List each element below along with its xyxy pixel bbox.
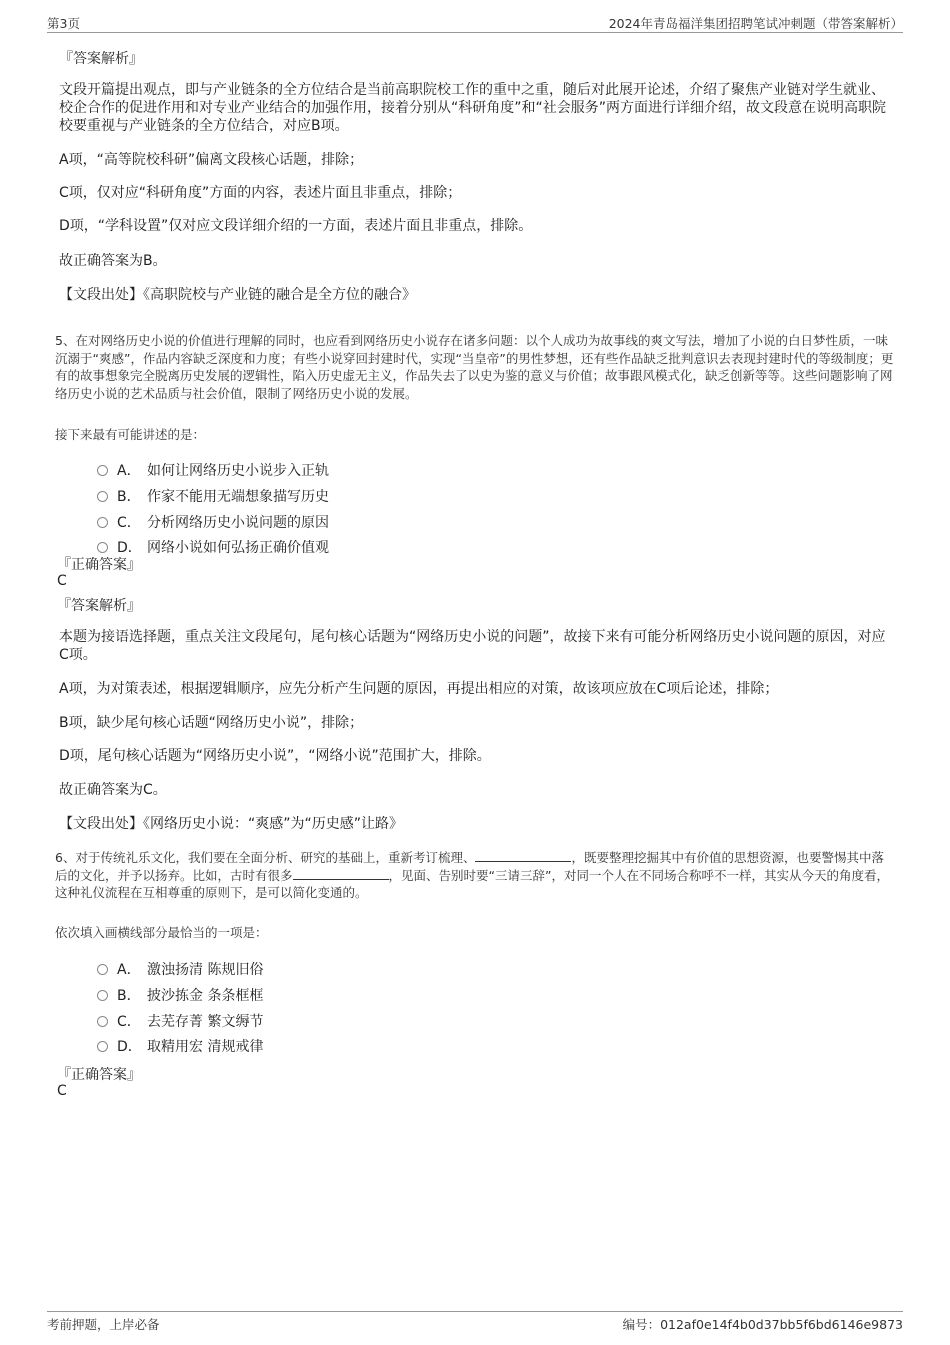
q6-answer-label: 『正确答案』: [57, 1067, 141, 1083]
radio-icon[interactable]: [97, 542, 108, 553]
q5-analysis-conclusion: 故正确答案为C。: [59, 782, 167, 798]
radio-icon[interactable]: [97, 517, 108, 528]
q5-question-text: 5、在对网络历史小说的价值进行理解的同时，也应看到网络历史小说存在诸多问题：以个人成功为故事线的爽文写法，增加了小说的白日梦性质，一味沉溺于“爽感”，作品内容缺乏深度和力度；有些小说穿回封建时代，实现“当皇帝”的男性梦想，还有些作品缺乏批判意识去表现封建时代的等级制度；更有的故事想象完全脱离历史发展的逻辑性，陷入历史虚无主义，作品失去了以史为鉴的意义与价值；故事跟风模式化，缺乏创新等等。这些问题影响了网络历史小说的艺术品质与社会价值，限制了网络历史小说的发展。: [55, 333, 894, 401]
q6-question-text: [55, 849, 895, 902]
q5-source: 【文段出处】《网络历史小说：“爽感”为“历史感”让路》: [59, 816, 404, 832]
q6-blank-1: [475, 849, 571, 862]
q5-answer-label: 『正确答案』: [57, 557, 141, 573]
q5-prompt: 接下来最有可能讲述的是：: [55, 427, 206, 442]
q5-option-c[interactable]: [97, 512, 329, 530]
page-header: [47, 14, 903, 33]
q4-analysis-paragraph-4: D项，“学科设置”仅对应文段详细介绍的一方面，表述片面且非重点，排除。: [59, 218, 533, 234]
q5-option-c-text: 分析网络历史小说问题的原因: [147, 515, 329, 531]
q6-question-part-3: ，见面、告别时要“三请三辞”，对同一个人在不同场合称呼不一样，其实从今天的角度看，这种礼仪流程在互相尊重的原则下，是可以简化变通的。: [55, 867, 889, 900]
q6-option-d[interactable]: [97, 1036, 263, 1054]
q4-analysis-conclusion: 故正确答案为B。: [59, 253, 167, 269]
radio-icon[interactable]: [97, 1016, 108, 1027]
document-title: 2024年青岛福洋集团招聘笔试冲刺题（带答案解析）: [608, 16, 903, 31]
q5-option-b[interactable]: [97, 486, 329, 504]
q6-question-part-1: 6、对于传统礼乐文化，我们要在全面分析、研究的基础上，重新考订梳理、: [55, 850, 476, 865]
q5-analysis-label: 『答案解析』: [57, 598, 141, 614]
q5-option-d[interactable]: [97, 537, 329, 555]
q6-option-c[interactable]: [97, 1011, 263, 1029]
q5-option-b-key: B．: [117, 489, 141, 505]
q4-source: 【文段出处】《高职院校与产业链的融合是全方位的融合》: [59, 287, 416, 303]
q4-analysis-paragraph-3: C项，仅对应“科研角度”方面的内容，表述片面且非重点，排除；: [59, 185, 462, 201]
q4-analysis-label: 『答案解析』: [59, 51, 143, 67]
footer-slogan: 考前押题，上岸必备: [47, 1317, 160, 1332]
radio-icon[interactable]: [97, 1041, 108, 1052]
radio-icon[interactable]: [97, 964, 108, 975]
q5-option-a-key: A．: [117, 463, 141, 479]
q5-option-d-key: D．: [117, 540, 142, 556]
q5-option-c-key: C．: [117, 515, 141, 531]
page-footer: [47, 1311, 903, 1332]
q6-prompt: 依次填入画横线部分最恰当的一项是：: [55, 925, 268, 940]
q5-option-a-text: 如何让网络历史小说步入正轨: [147, 463, 329, 479]
q6-option-a-text: 激浊扬清 陈规旧俗: [147, 962, 264, 978]
q6-question-part-2: ，既要整理挖掘其中有价值的思想资源，也要警惕其中落后的文化，并予以扬弃。比如，古时有很多: [55, 850, 884, 883]
q5-analysis-paragraph-4: D项，尾句核心话题为“网络历史小说”，“网络小说”范围扩大，排除。: [59, 748, 491, 764]
q5-option-d-text: 网络小说如何弘扬正确价值观: [147, 540, 329, 556]
q5-analysis-paragraph-2: A项，为对策表述，根据逻辑顺序，应先分析产生问题的原因，再提出相应的对策，故该项应放在C项后论述，排除；: [59, 681, 779, 697]
q5-option-b-text: 作家不能用无端想象描写历史: [147, 489, 329, 505]
q6-option-d-key: D．: [117, 1039, 142, 1055]
q6-option-b-text: 披沙拣金 条条框框: [147, 988, 264, 1004]
q6-option-b[interactable]: [97, 985, 263, 1003]
radio-icon[interactable]: [97, 491, 108, 502]
q6-option-a-key: A．: [117, 962, 141, 978]
q6-option-b-key: B．: [117, 988, 141, 1004]
q6-answer: C: [57, 1083, 67, 1099]
q4-analysis-paragraph-1: 文段开篇提出观点，即与产业链条的全方位结合是当前高职院校工作的重中之重，随后对此展开论述，介绍了聚焦产业链对学生就业、校企合作的促进作用和对专业产业结合的加强作用，接着分别从“科研角度”和“社会服务”两方面进行详细介绍，故文段意在说明高职院校要重视与产业链条的全方位结合，对应B项。: [59, 82, 887, 134]
q4-analysis-paragraph-2: A项，“高等院校科研”偏离文段核心话题，排除；: [59, 152, 364, 168]
q6-blank-2: [293, 867, 389, 880]
radio-icon[interactable]: [97, 465, 108, 476]
q5-option-a[interactable]: [97, 460, 329, 478]
document-code: 编号：012af0e14f4b0d37bb5f6bd6146e9873: [622, 1317, 903, 1332]
q6-option-c-text: 去芜存菁 繁文缛节: [147, 1014, 264, 1030]
q5-answer: C: [57, 573, 67, 589]
q5-analysis-paragraph-3: B项，缺少尾句核心话题“网络历史小说”，排除；: [59, 715, 364, 731]
page-number: 第3页: [47, 16, 80, 31]
q6-option-d-text: 取精用宏 清规戒律: [147, 1039, 264, 1055]
q6-option-a[interactable]: [97, 959, 263, 977]
q5-analysis-paragraph-1: 本题为接语选择题，重点关注文段尾句，尾句核心话题为“网络历史小说的问题”，故接下来有可能分析网络历史小说问题的原因，对应C项。: [59, 629, 886, 663]
radio-icon[interactable]: [97, 990, 108, 1001]
q6-option-c-key: C．: [117, 1014, 141, 1030]
